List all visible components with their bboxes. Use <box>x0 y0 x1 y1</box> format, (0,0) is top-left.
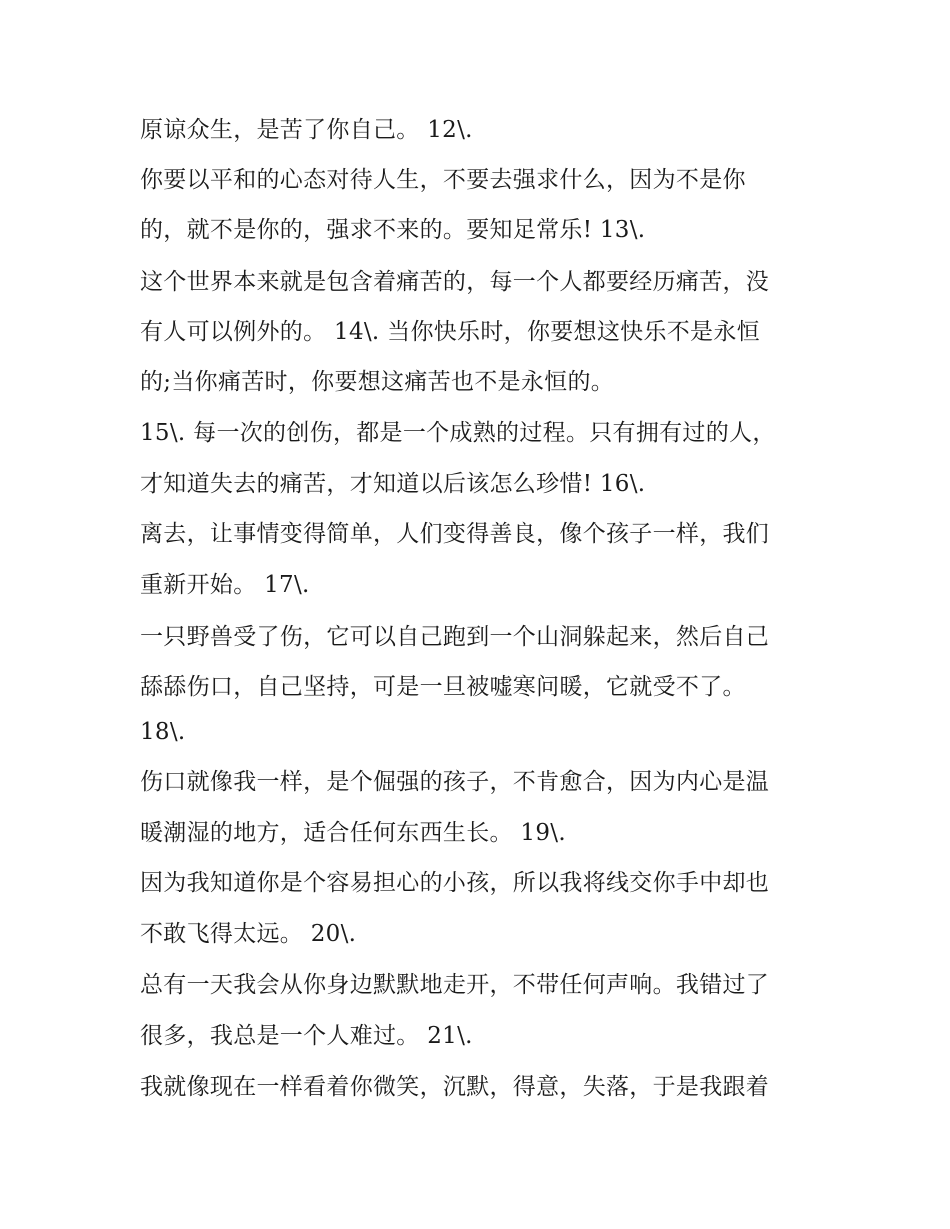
text-line: 你要以平和的心态对待人生，不要去强求什么，因为不是你 <box>140 167 746 193</box>
text-line: 才知道失去的痛苦，才知道以后该怎么珍惜! 16\. <box>140 471 646 497</box>
text-line: 伤口就像我一样，是个倔强的孩子，不肯愈合，因为内心是温 <box>140 769 770 795</box>
text-line: 的，就不是你的，强求不来的。要知足常乐! 13\. <box>140 217 646 243</box>
text-line: 我就像现在一样看着你微笑，沉默，得意，失落，于是我跟着 <box>140 1074 770 1100</box>
text-line: 18\. <box>140 719 186 745</box>
text-line: 离去，让事情变得简单，人们变得善良，像个孩子一样，我们 <box>140 521 770 547</box>
text-line: 因为我知道你是个容易担心的小孩，所以我将线交你手中却也 <box>140 870 770 896</box>
text-line: 这个世界本来就是包含着痛苦的，每一个人都要经历痛苦，没 <box>140 269 770 295</box>
text-line: 重新开始。 17\. <box>140 572 310 598</box>
text-line: 总有一天我会从你身边默默地走开，不带任何声响。我错过了 <box>140 972 770 998</box>
text-line: 暖潮湿的地方，适合任何东西生长。 19\. <box>140 820 566 846</box>
text-line: 有人可以例外的。 14\. 当你快乐时，你要想这快乐不是永恒 <box>140 319 760 345</box>
text-line: 不敢飞得太远。 20\. <box>140 921 357 947</box>
text-line: 很多，我总是一个人难过。 21\. <box>140 1023 473 1049</box>
text-line: 舔舔伤口，自己坚持，可是一旦被嘘寒问暖，它就受不了。 <box>140 674 746 700</box>
text-line: 15\. 每一次的创伤，都是一个成熟的过程。只有拥有过的人， <box>140 420 776 446</box>
text-line: 一只野兽受了伤，它可以自己跑到一个山洞躲起来，然后自己 <box>140 624 770 650</box>
text-line: 的;当你痛苦时，你要想这痛苦也不是永恒的。 <box>140 369 615 395</box>
text-line: 原谅众生，是苦了你自己。 12\. <box>140 117 473 143</box>
